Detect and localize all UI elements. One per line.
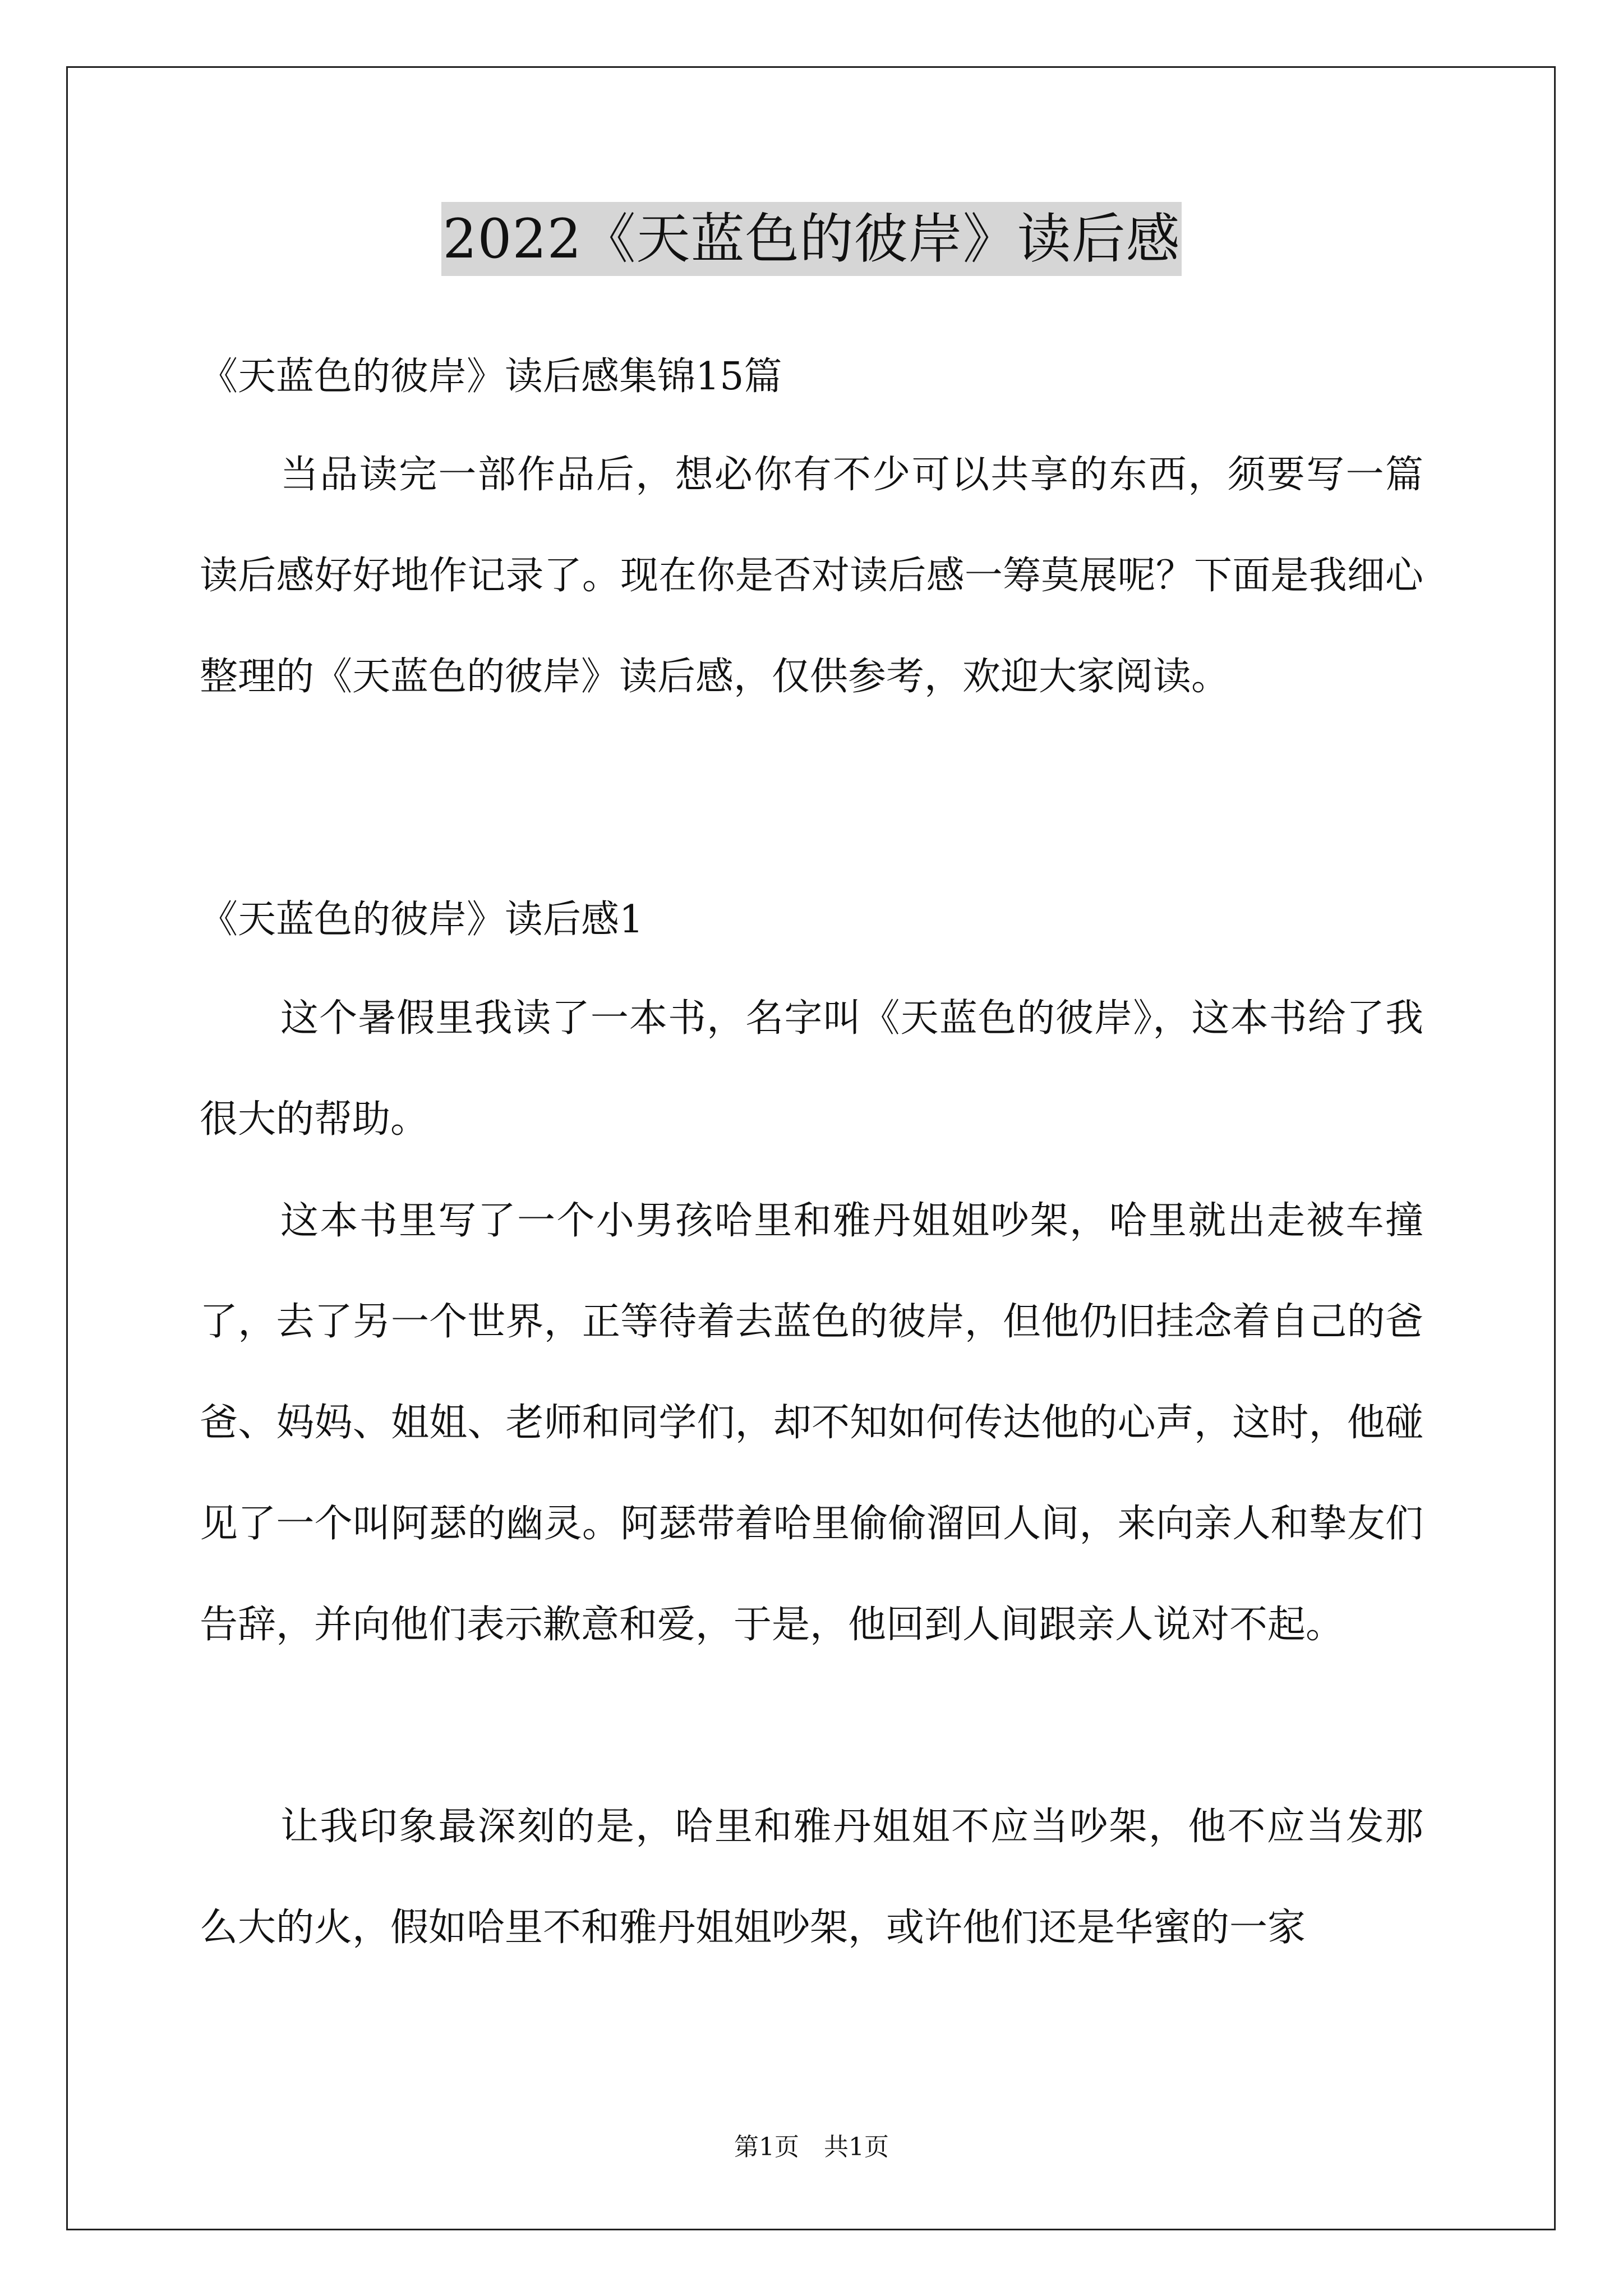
page-footer: 第1页 共1页: [734, 2133, 889, 2161]
intro-paragraph: 当品读完一部作品后，想必你有不少可以共享的东西，须要写一篇读后感好好地作记录了。现在你是否对读后感一筹莫展呢？下面是我细心整理的《天蓝色的彼岸》读后感，仅供参考，欢迎大家阅读。: [200, 453, 1423, 699]
body-paragraph-2: 这本书里写了一个小男孩哈里和雅丹姐姐吵架，哈里就出走被车撞了，去了另一个世界，正等待着去蓝色的彼岸，但他仍旧挂念着自己的爸爸、妈妈、姐姐、老师和同学们，却不知如何传达他的心声，这时，他碰见了一个叫阿瑟的幽灵。阿瑟带着哈里偷偷溜回人间，来向亲人和挚友们告辞，并向他们表示歉意和爱，于是，他回到人间跟亲人说对不起。: [200, 1199, 1423, 1647]
document-title: 2022《天蓝色的彼岸》读后感: [441, 202, 1181, 276]
subtitle: 《天蓝色的彼岸》读后感集锦15篇: [200, 355, 782, 399]
title-container: [0, 202, 1623, 276]
body-paragraph-1: 这个暑假里我读了一本书，名字叫《天蓝色的彼岸》，这本书给了我很大的帮助。: [200, 996, 1423, 1142]
section-heading: 《天蓝色的彼岸》读后感1: [200, 898, 644, 942]
body-paragraph-3: 让我印象最深刻的是，哈里和雅丹姐姐不应当吵架，他不应当发那么大的火，假如哈里不和雅丹姐姐吵架，或许他们还是华蜜的一家: [200, 1805, 1423, 1950]
